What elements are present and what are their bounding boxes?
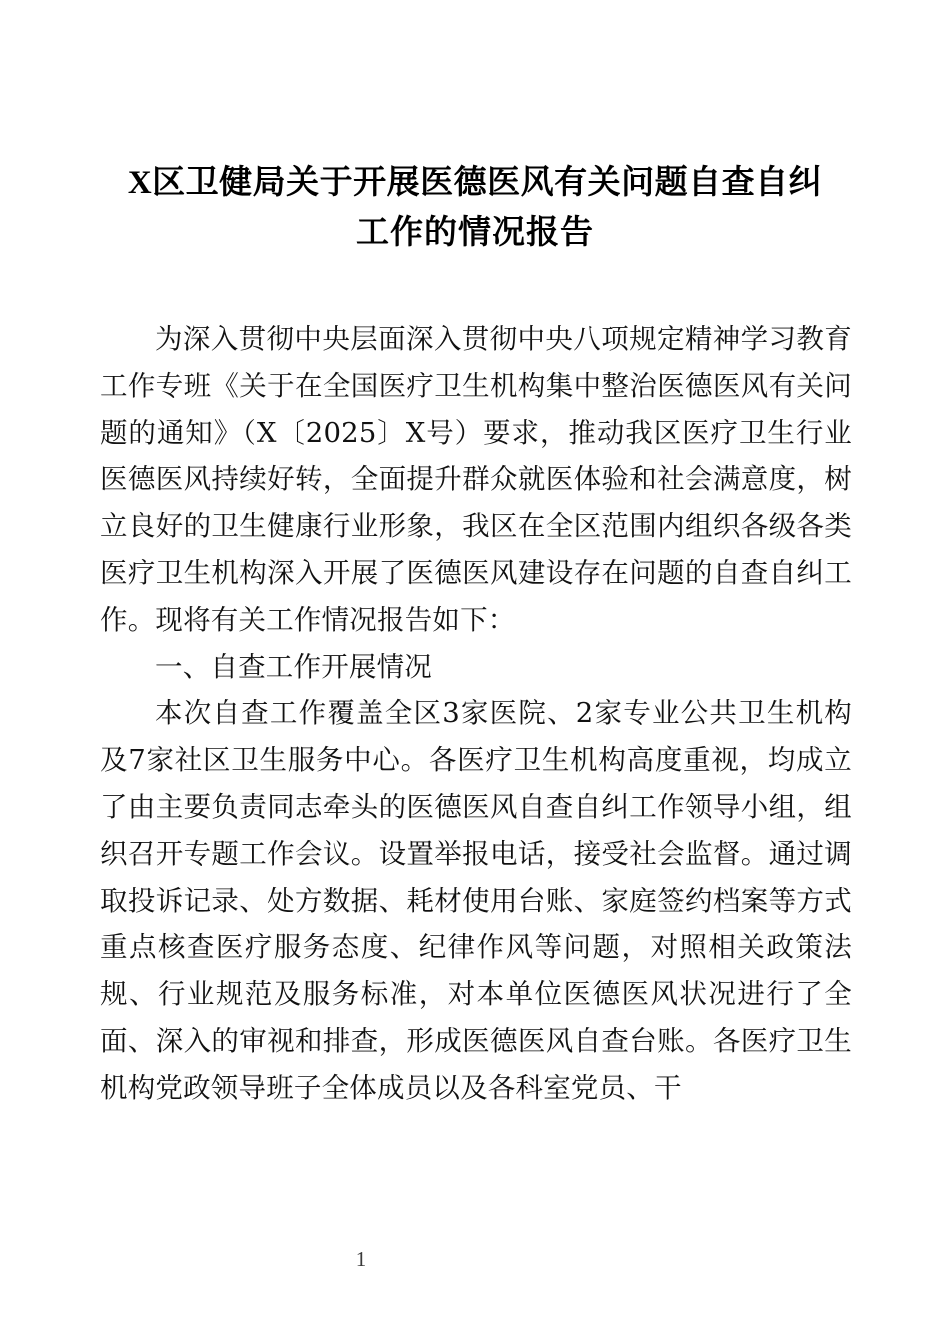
page-title-line-1: X区卫健局关于开展医德医风有关问题自查自纠 bbox=[127, 165, 823, 201]
document-body bbox=[100, 316, 852, 1112]
page-title-line-2: 工作的情况报告 bbox=[356, 215, 594, 251]
page-title bbox=[100, 158, 850, 258]
section-heading-1: 一、自查工作开展情况 bbox=[155, 650, 432, 683]
body-paragraph-intro: 为深入贯彻中央层面深入贯彻中央八项规定精神学习教育工作专班《关于在全国医疗卫生机构集中整治医德医风有关问题的通知》（X〔2025〕X号）要求，推动我区医疗卫生行业医德医风持续好转，全面提升群众就医体验和社会满意度，树立良好的卫生健康行业形象，我区在全区范围内组织各级各类医疗卫生机构深入开展了医德医风建设存在问题的自查自纠工作。现将有关工作情况报告如下： bbox=[100, 323, 852, 636]
footer-page-number: 1 bbox=[355, 1247, 367, 1271]
body-paragraph-section-1: 本次自查工作覆盖全区3家医院、2家专业公共卫生机构及7家社区卫生服务中心。各医疗卫生机构高度重视，均成立了由主要负责同志牵头的医德医风自查自纠工作领导小组，组织召开专题工作会议。设置举报电话，接受社会监督。通过调取投诉记录、处方数据、耗材使用台账、家庭签约档案等方式重点核查医疗服务态度、纪律作风等问题，对照相关政策法规、行业规范及服务标准，对本单位医德医风状况进行了全面、深入的审视和排查，形成医德医风自查台账。各医疗卫生机构党政领导班子全体成员以及各科室党员、干 bbox=[100, 697, 852, 1104]
